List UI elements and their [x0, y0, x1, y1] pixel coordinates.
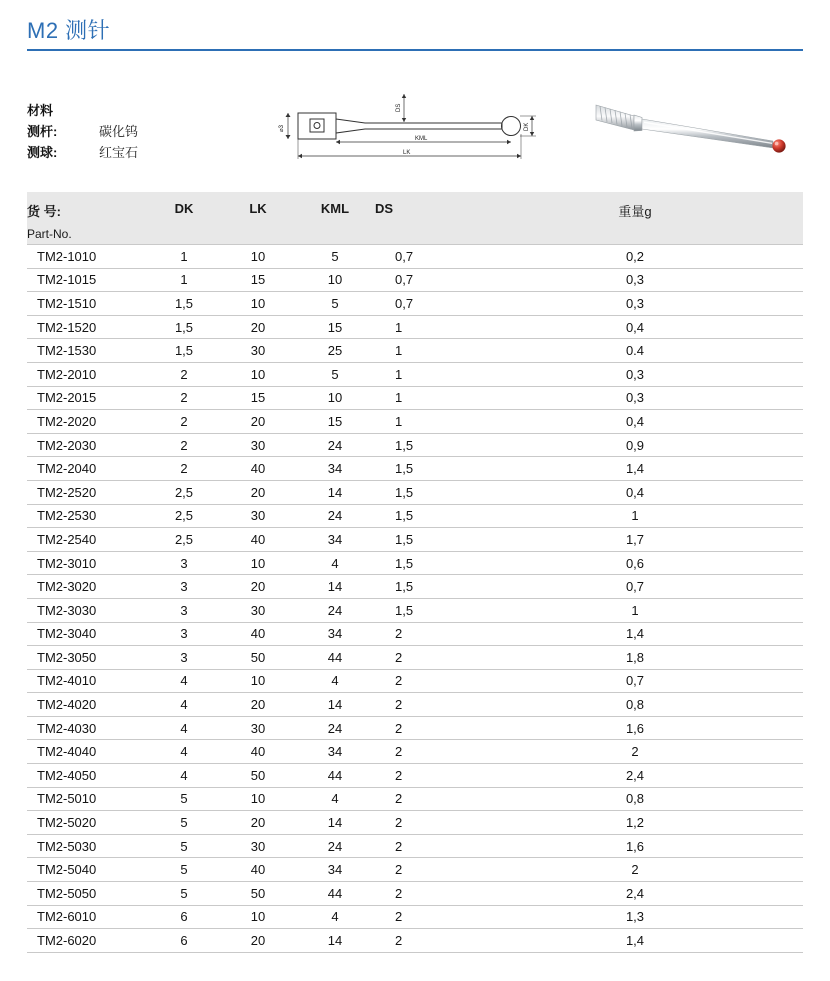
cell-lk: 20 — [221, 693, 295, 717]
material-heading: 材料 — [27, 103, 54, 118]
cell-weight: 0,8 — [467, 693, 803, 717]
column-header-part-no — [27, 192, 147, 245]
cell-lk: 10 — [221, 551, 295, 575]
cell-lk: 30 — [221, 716, 295, 740]
cell-weight: 1 — [467, 504, 803, 528]
svg-text:⌀3: ⌀3 — [279, 125, 285, 132]
svg-text:DS: DS — [396, 103, 402, 112]
cell-lk: 20 — [221, 410, 295, 434]
cell-ds: 1,5 — [375, 598, 467, 622]
spec-table — [27, 192, 803, 953]
cell-weight: 0.4 — [467, 339, 803, 363]
cell-lk: 10 — [221, 787, 295, 811]
cell-dk: 2 — [147, 433, 221, 457]
cell-dk: 3 — [147, 551, 221, 575]
cell-kml: 34 — [295, 528, 375, 552]
cell-kml: 34 — [295, 457, 375, 481]
cell-dk: 4 — [147, 693, 221, 717]
cell-part: TM2-5020 — [27, 811, 147, 835]
cell-weight: 1,4 — [467, 622, 803, 646]
table-row — [27, 882, 803, 906]
table-row — [27, 669, 803, 693]
cell-dk: 5 — [147, 834, 221, 858]
cell-part: TM2-5010 — [27, 787, 147, 811]
cell-lk: 40 — [221, 858, 295, 882]
table-row — [27, 764, 803, 788]
table-head — [27, 192, 803, 245]
cell-kml: 5 — [295, 245, 375, 269]
cell-lk: 10 — [221, 362, 295, 386]
cell-part: TM2-3020 — [27, 575, 147, 599]
cell-lk: 30 — [221, 339, 295, 363]
cell-weight: 2,4 — [467, 882, 803, 906]
cell-ds: 2 — [375, 834, 467, 858]
cell-kml: 5 — [295, 362, 375, 386]
cell-lk: 40 — [221, 528, 295, 552]
cell-ds: 1,5 — [375, 457, 467, 481]
cell-dk: 1 — [147, 245, 221, 269]
cell-kml: 15 — [295, 410, 375, 434]
cell-ds: 1 — [375, 339, 467, 363]
cell-dk: 4 — [147, 740, 221, 764]
material-value-stem: 碳化钨 — [99, 124, 139, 139]
cell-part: TM2-5040 — [27, 858, 147, 882]
cell-weight: 0,3 — [467, 292, 803, 316]
cell-ds: 1 — [375, 362, 467, 386]
page-title: M2 测针 — [27, 18, 111, 43]
technical-drawing — [270, 86, 570, 176]
cell-dk: 5 — [147, 882, 221, 906]
cell-lk: 20 — [221, 929, 295, 953]
cell-ds: 1,5 — [375, 528, 467, 552]
table-row — [27, 245, 803, 269]
cell-kml: 15 — [295, 315, 375, 339]
table-row — [27, 433, 803, 457]
cell-kml: 14 — [295, 811, 375, 835]
table-row — [27, 693, 803, 717]
cell-part: TM2-3050 — [27, 646, 147, 670]
cell-part: TM2-3030 — [27, 598, 147, 622]
cell-lk: 50 — [221, 882, 295, 906]
cell-weight: 0,3 — [467, 386, 803, 410]
material-label-ball: 测球: — [27, 145, 58, 160]
cell-weight: 0,6 — [467, 551, 803, 575]
cell-weight: 1 — [467, 598, 803, 622]
cell-weight: 1,6 — [467, 716, 803, 740]
cell-part: TM2-3040 — [27, 622, 147, 646]
cell-kml: 4 — [295, 551, 375, 575]
cell-part: TM2-2540 — [27, 528, 147, 552]
table-row — [27, 787, 803, 811]
cell-dk: 2 — [147, 457, 221, 481]
cell-ds: 1 — [375, 386, 467, 410]
cell-dk: 2,5 — [147, 480, 221, 504]
cell-weight: 1,4 — [467, 457, 803, 481]
cell-ds: 2 — [375, 669, 467, 693]
cell-lk: 40 — [221, 457, 295, 481]
cell-kml: 14 — [295, 929, 375, 953]
cell-lk: 20 — [221, 811, 295, 835]
column-label-ds: DS — [375, 201, 394, 216]
cell-kml: 24 — [295, 834, 375, 858]
column-label-dk: DK — [174, 201, 194, 216]
table-row — [27, 598, 803, 622]
cell-ds: 2 — [375, 622, 467, 646]
cell-lk: 30 — [221, 504, 295, 528]
cell-dk: 3 — [147, 622, 221, 646]
cell-lk: 10 — [221, 292, 295, 316]
svg-text:DK: DK — [524, 122, 530, 131]
cell-kml: 34 — [295, 858, 375, 882]
cell-lk: 50 — [221, 646, 295, 670]
cell-kml: 4 — [295, 905, 375, 929]
stylus-schematic-svg — [270, 86, 570, 176]
cell-kml: 44 — [295, 646, 375, 670]
cell-dk: 1,5 — [147, 315, 221, 339]
material-row-stem — [27, 121, 138, 142]
cell-kml: 24 — [295, 433, 375, 457]
material-heading-row — [27, 100, 138, 121]
material-label-stem: 测杆: — [27, 124, 58, 139]
cell-kml: 14 — [295, 693, 375, 717]
cell-dk: 6 — [147, 929, 221, 953]
svg-text:LK: LK — [403, 150, 411, 156]
cell-ds: 0,7 — [375, 245, 467, 269]
table-row — [27, 457, 803, 481]
cell-weight: 0,9 — [467, 433, 803, 457]
cell-weight: 0,8 — [467, 787, 803, 811]
cell-weight: 0,3 — [467, 362, 803, 386]
cell-dk: 2,5 — [147, 528, 221, 552]
cell-dk: 2 — [147, 362, 221, 386]
cell-weight: 1,2 — [467, 811, 803, 835]
cell-part: TM2-2015 — [27, 386, 147, 410]
cell-part: TM2-3010 — [27, 551, 147, 575]
cell-ds: 2 — [375, 740, 467, 764]
cell-part: TM2-2040 — [27, 457, 147, 481]
cell-dk: 3 — [147, 598, 221, 622]
cell-kml: 44 — [295, 764, 375, 788]
cell-weight: 0,3 — [467, 268, 803, 292]
cell-weight: 0,4 — [467, 315, 803, 339]
cell-kml: 34 — [295, 622, 375, 646]
table-row — [27, 834, 803, 858]
cell-dk: 6 — [147, 905, 221, 929]
stylus-photo-svg — [590, 96, 810, 171]
cell-kml: 44 — [295, 882, 375, 906]
cell-dk: 2 — [147, 386, 221, 410]
cell-part: TM2-1015 — [27, 268, 147, 292]
cell-ds: 2 — [375, 716, 467, 740]
cell-kml: 10 — [295, 268, 375, 292]
cell-lk: 30 — [221, 834, 295, 858]
cell-weight: 0,7 — [467, 669, 803, 693]
cell-part: TM2-2020 — [27, 410, 147, 434]
cell-part: TM2-1520 — [27, 315, 147, 339]
cell-dk: 4 — [147, 669, 221, 693]
cell-kml: 14 — [295, 575, 375, 599]
table-row — [27, 575, 803, 599]
cell-lk: 10 — [221, 669, 295, 693]
cell-dk: 2,5 — [147, 504, 221, 528]
cell-weight: 2,4 — [467, 764, 803, 788]
table-row — [27, 646, 803, 670]
table-row — [27, 740, 803, 764]
cell-ds: 2 — [375, 858, 467, 882]
cell-part: TM2-2010 — [27, 362, 147, 386]
title-divider — [27, 49, 803, 51]
cell-ds: 1,5 — [375, 504, 467, 528]
cell-weight: 1,3 — [467, 905, 803, 929]
cell-part: TM2-6010 — [27, 905, 147, 929]
cell-ds: 2 — [375, 764, 467, 788]
column-header-weight — [467, 192, 803, 245]
cell-part: TM2-4020 — [27, 693, 147, 717]
svg-text:KML: KML — [415, 136, 428, 142]
cell-dk: 5 — [147, 858, 221, 882]
table-row — [27, 480, 803, 504]
table-row — [27, 622, 803, 646]
cell-ds: 2 — [375, 811, 467, 835]
cell-lk: 40 — [221, 622, 295, 646]
cell-dk: 4 — [147, 716, 221, 740]
cell-part: TM2-5030 — [27, 834, 147, 858]
table-row — [27, 858, 803, 882]
table-body — [27, 245, 803, 953]
material-value-ball: 红宝石 — [99, 145, 139, 160]
table-row — [27, 386, 803, 410]
cell-dk: 1 — [147, 268, 221, 292]
column-label-lk: LK — [249, 201, 267, 216]
cell-kml: 24 — [295, 598, 375, 622]
cell-lk: 40 — [221, 740, 295, 764]
cell-lk: 30 — [221, 598, 295, 622]
cell-part: TM2-2030 — [27, 433, 147, 457]
column-header-lk — [221, 192, 295, 245]
cell-lk: 20 — [221, 575, 295, 599]
cell-ds: 1 — [375, 410, 467, 434]
cell-dk: 1,5 — [147, 292, 221, 316]
table-row — [27, 528, 803, 552]
cell-ds: 1,5 — [375, 551, 467, 575]
table-row — [27, 551, 803, 575]
cell-kml: 14 — [295, 480, 375, 504]
cell-dk: 5 — [147, 811, 221, 835]
cell-lk: 15 — [221, 386, 295, 410]
table-row — [27, 362, 803, 386]
specification-table — [27, 192, 803, 953]
table-row — [27, 716, 803, 740]
table-row — [27, 929, 803, 953]
cell-ds: 2 — [375, 787, 467, 811]
cell-kml: 4 — [295, 787, 375, 811]
column-sublabel-part-no: Part-No. — [27, 227, 72, 241]
column-header-dk — [147, 192, 221, 245]
cell-ds: 1,5 — [375, 480, 467, 504]
cell-dk: 4 — [147, 764, 221, 788]
cell-ds: 2 — [375, 929, 467, 953]
cell-weight: 0,7 — [467, 575, 803, 599]
cell-kml: 34 — [295, 740, 375, 764]
table-row — [27, 268, 803, 292]
cell-part: TM2-1510 — [27, 292, 147, 316]
cell-ds: 2 — [375, 646, 467, 670]
cell-weight: 1,7 — [467, 528, 803, 552]
cell-dk: 2 — [147, 410, 221, 434]
table-header-row — [27, 192, 803, 245]
cell-part: TM2-1010 — [27, 245, 147, 269]
cell-kml: 5 — [295, 292, 375, 316]
material-row-ball — [27, 142, 138, 163]
cell-weight: 0,4 — [467, 410, 803, 434]
column-header-ds — [375, 192, 467, 245]
cell-part: TM2-1530 — [27, 339, 147, 363]
product-photo — [590, 96, 810, 171]
cell-part: TM2-2520 — [27, 480, 147, 504]
table-row — [27, 905, 803, 929]
cell-kml: 24 — [295, 716, 375, 740]
cell-weight: 0,4 — [467, 480, 803, 504]
cell-dk: 3 — [147, 575, 221, 599]
column-header-kml — [295, 192, 375, 245]
cell-lk: 15 — [221, 268, 295, 292]
cell-part: TM2-2530 — [27, 504, 147, 528]
cell-weight: 1,8 — [467, 646, 803, 670]
cell-weight: 1,6 — [467, 834, 803, 858]
cell-lk: 20 — [221, 315, 295, 339]
cell-lk: 20 — [221, 480, 295, 504]
table-row — [27, 504, 803, 528]
cell-ds: 2 — [375, 882, 467, 906]
material-block — [27, 100, 138, 163]
cell-part: TM2-4010 — [27, 669, 147, 693]
cell-lk: 30 — [221, 433, 295, 457]
cell-ds: 2 — [375, 905, 467, 929]
cell-part: TM2-5050 — [27, 882, 147, 906]
table-row — [27, 315, 803, 339]
cell-part: TM2-4030 — [27, 716, 147, 740]
column-label-part-no: 货 号: — [27, 204, 61, 219]
column-label-kml: KML — [320, 201, 350, 216]
cell-ds: 0,7 — [375, 292, 467, 316]
cell-ds: 0,7 — [375, 268, 467, 292]
table-row — [27, 292, 803, 316]
cell-dk: 5 — [147, 787, 221, 811]
table-row — [27, 410, 803, 434]
column-label-weight: 重量g — [618, 204, 652, 219]
cell-kml: 24 — [295, 504, 375, 528]
cell-weight: 0,2 — [467, 245, 803, 269]
cell-part: TM2-6020 — [27, 929, 147, 953]
cell-ds: 1,5 — [375, 575, 467, 599]
cell-part: TM2-4040 — [27, 740, 147, 764]
cell-lk: 10 — [221, 245, 295, 269]
cell-part: TM2-4050 — [27, 764, 147, 788]
table-row — [27, 339, 803, 363]
cell-ds: 1 — [375, 315, 467, 339]
cell-ds: 1,5 — [375, 433, 467, 457]
cell-lk: 50 — [221, 764, 295, 788]
cell-dk: 3 — [147, 646, 221, 670]
cell-weight: 1,4 — [467, 929, 803, 953]
cell-lk: 10 — [221, 905, 295, 929]
cell-ds: 2 — [375, 693, 467, 717]
cell-weight: 2 — [467, 858, 803, 882]
cell-dk: 1,5 — [147, 339, 221, 363]
cell-weight: 2 — [467, 740, 803, 764]
table-row — [27, 811, 803, 835]
cell-kml: 4 — [295, 669, 375, 693]
cell-kml: 10 — [295, 386, 375, 410]
cell-kml: 25 — [295, 339, 375, 363]
